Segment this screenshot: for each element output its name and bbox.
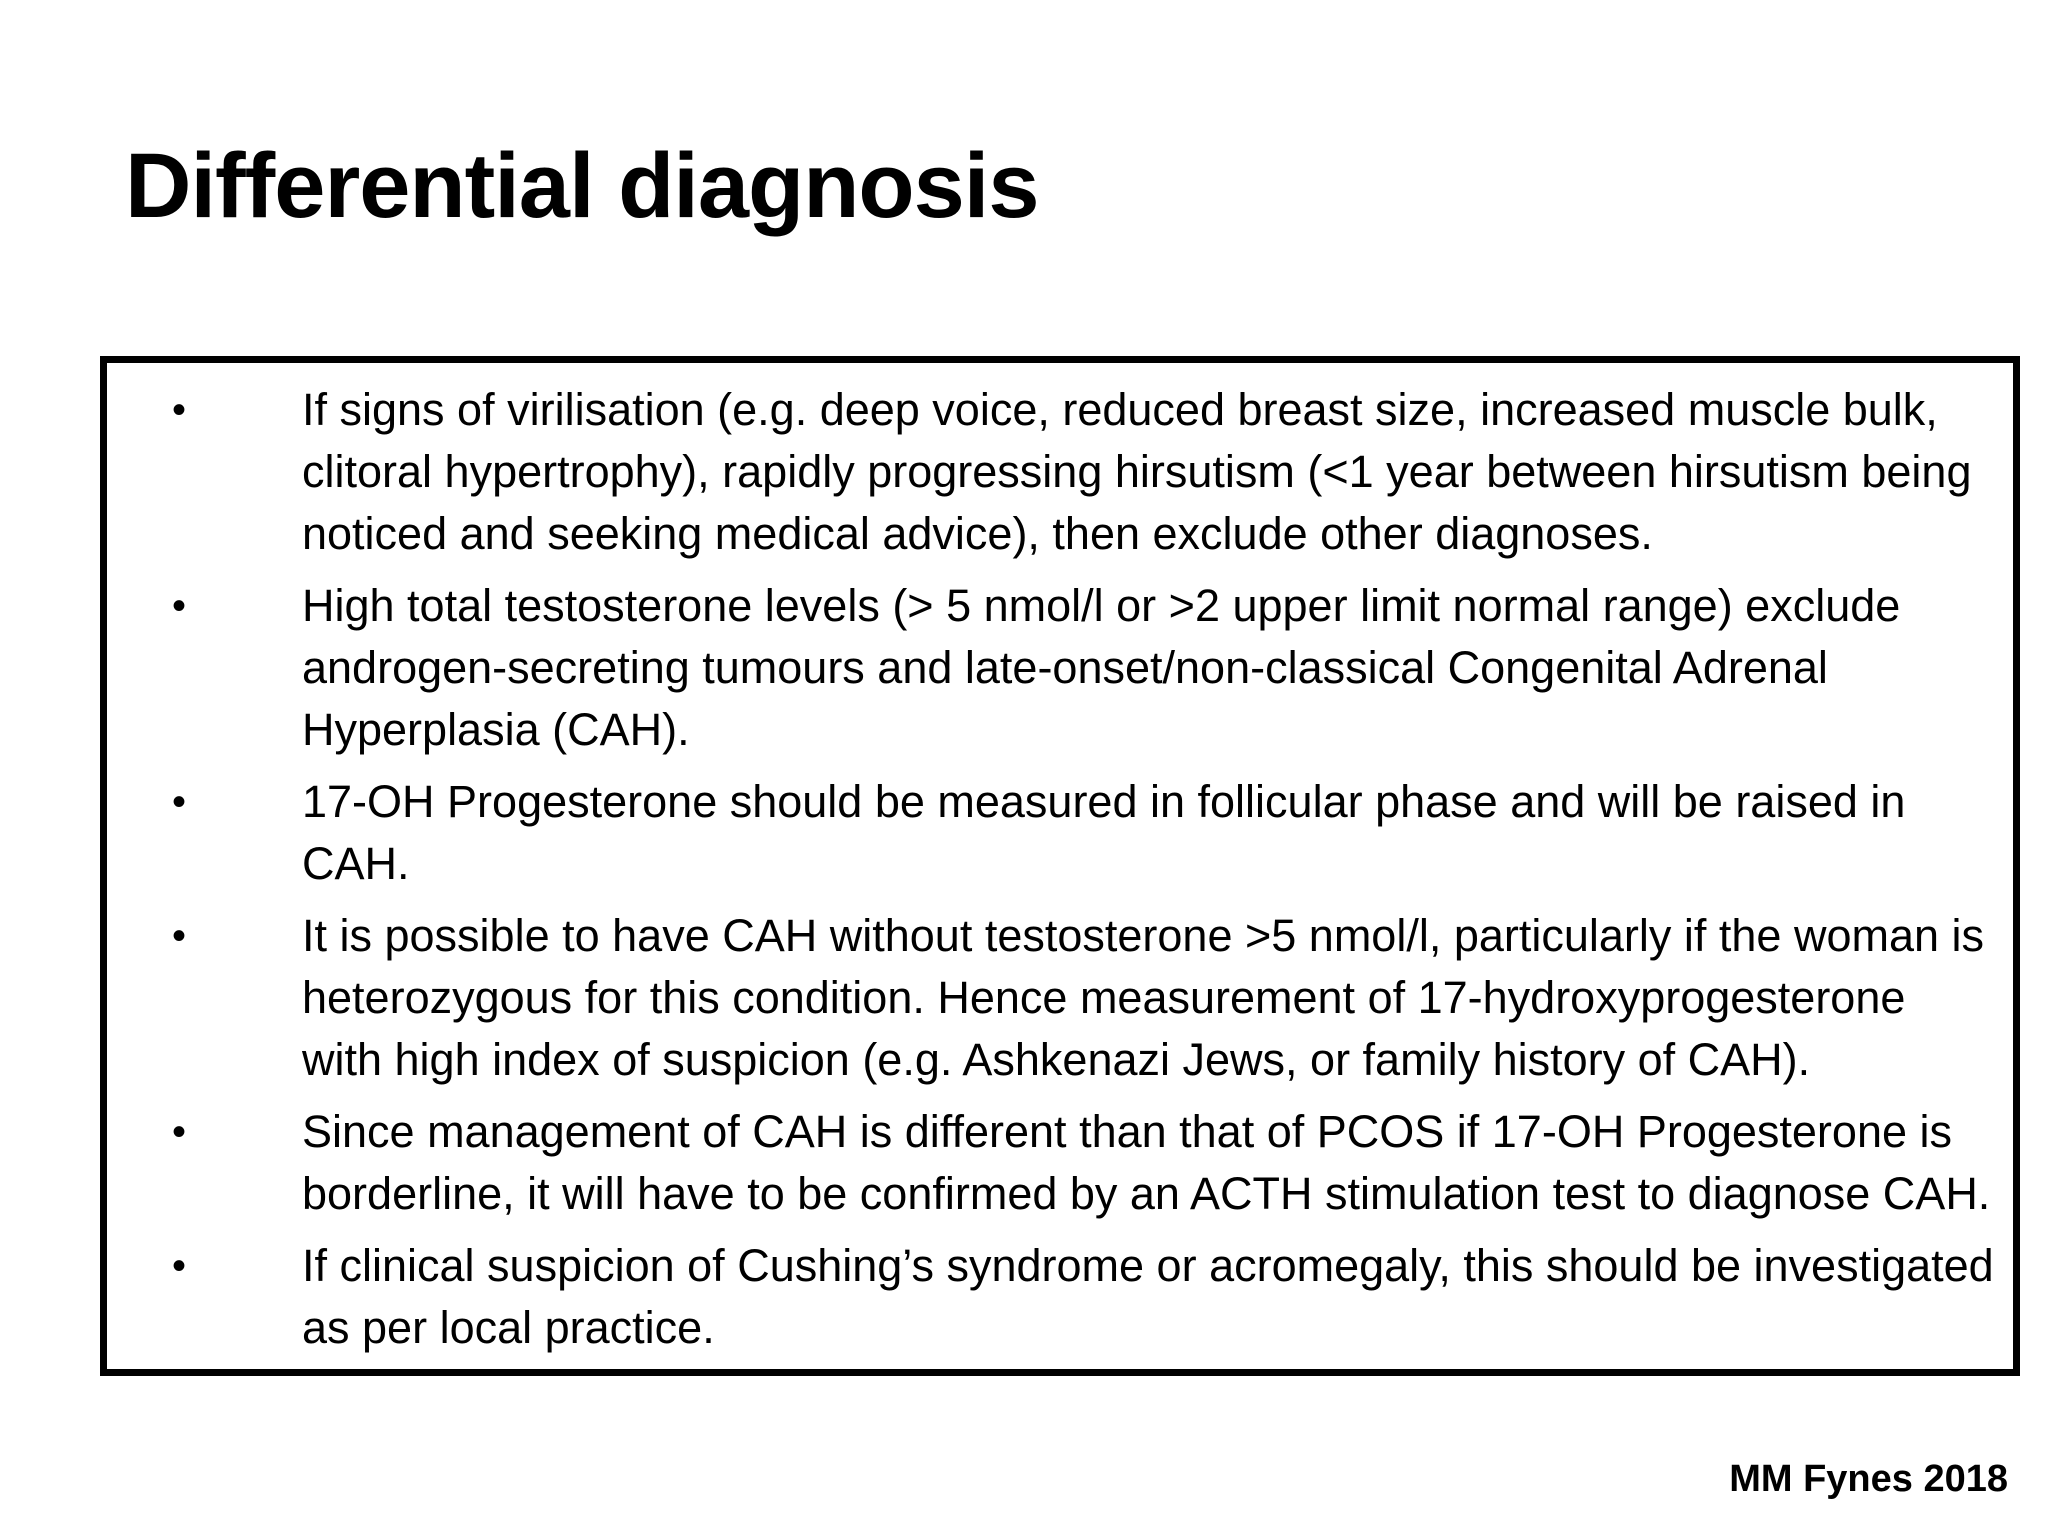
- bullet-text: If signs of virilisation (e.g. deep voice, reduced breast size, increased muscle bulk, clitoral hypertrophy), rapidly progressing hirsutism (<1 year between hirsutism being noticed and seeking medical advice), then exclude other diagnoses.: [302, 384, 1972, 559]
- bullet-dot: •: [171, 388, 186, 432]
- bullet-item: [107, 905, 2013, 1091]
- content-box: [100, 356, 2020, 1376]
- bullet-text: High total testosterone levels (> 5 nmol/l or >2 upper limit normal range) exclude androgen-secreting tumours and late-onset/non-classical Congenital Adrenal Hyperplasia (CAH).: [302, 580, 1901, 755]
- bullet-text: It is possible to have CAH without testosterone >5 nmol/l, particularly if the woman is heterozygous for this condition. Hence measurement of 17-hydroxyprogesterone with high index of suspicion (e.g. Ashkenazi Jews, or family history of CAH).: [302, 910, 1985, 1085]
- bullet-dot: •: [171, 914, 186, 958]
- slide-title: Differential diagnosis: [125, 135, 1039, 237]
- bullet-dot: •: [171, 1244, 186, 1288]
- bullet-item: [107, 575, 2013, 761]
- bullet-dot: •: [171, 1110, 186, 1154]
- bullet-list: [107, 379, 2013, 1369]
- bullet-item: [107, 379, 2013, 565]
- bullet-text: 17-OH Progesterone should be measured in follicular phase and will be raised in CAH.: [302, 776, 1906, 889]
- bullet-text: If clinical suspicion of Cushing’s syndrome or acromegaly, this should be investigated as per local practice.: [302, 1240, 1994, 1353]
- bullet-dot: •: [171, 584, 186, 628]
- footer-credit: MM Fynes 2018: [1729, 1458, 2008, 1500]
- bullet-item: [107, 1235, 2013, 1359]
- bullet-text: Since management of CAH is different than that of PCOS if 17-OH Progesterone is borderline, it will have to be confirmed by an ACTH stimulation test to diagnose CAH.: [302, 1106, 1991, 1219]
- bullet-item: [107, 771, 2013, 895]
- bullet-dot: •: [171, 780, 186, 824]
- bullet-item: [107, 1101, 2013, 1225]
